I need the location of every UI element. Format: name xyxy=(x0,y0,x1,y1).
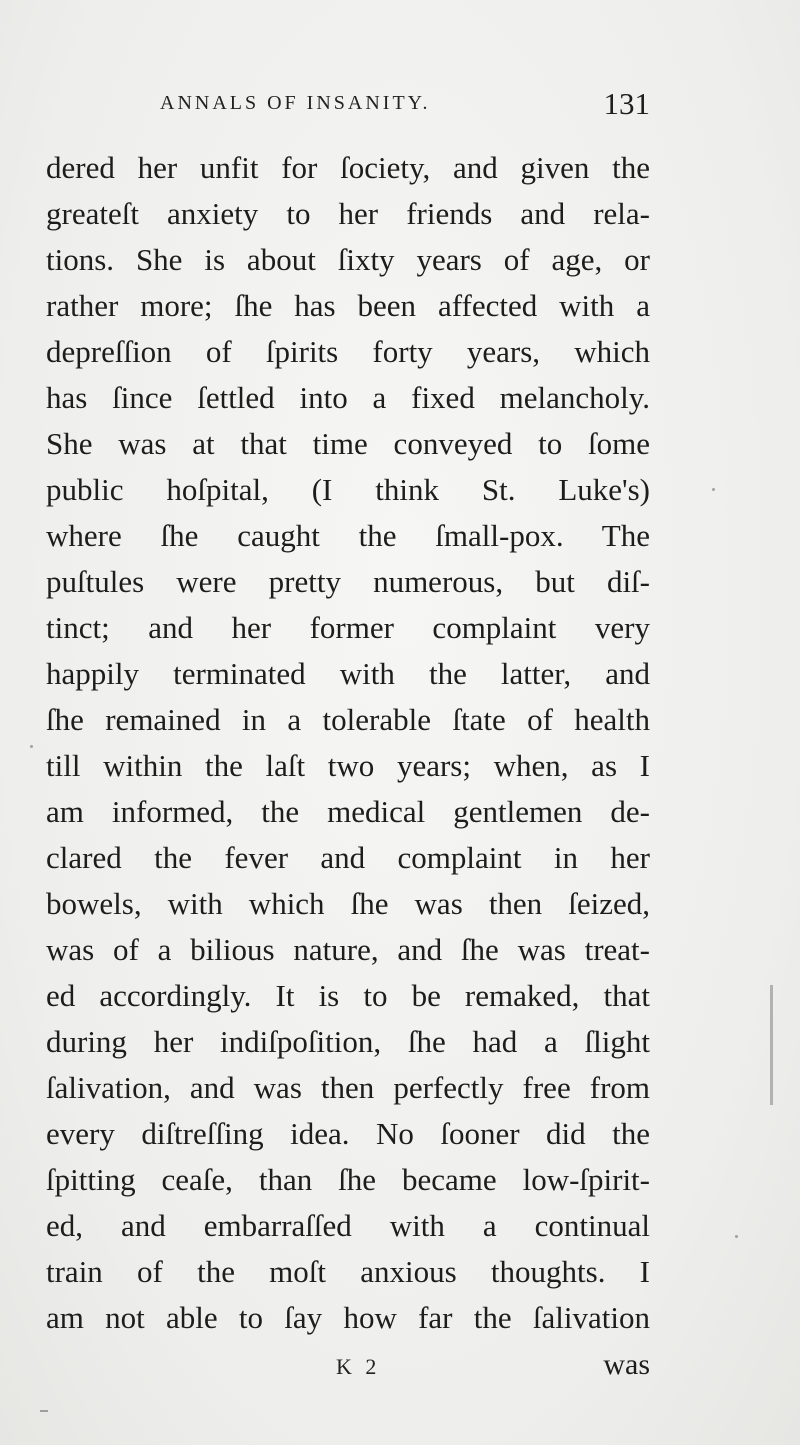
text-line: She was at that time conveyed to ſome xyxy=(46,426,650,461)
text-line: where ſhe caught the ſmall-pox. The xyxy=(46,518,650,553)
text-line: dered her unfit for ſociety, and given the xyxy=(46,150,650,185)
body-text xyxy=(46,145,650,1341)
text-line: ſpitting ceaſe, than ſhe became low-ſpirit- xyxy=(46,1162,650,1197)
text-line: ſalivation, and was then perfectly free from xyxy=(46,1070,650,1105)
text-line: tions. She is about ſixty years of age, or xyxy=(46,242,650,277)
text-line: happily terminated with the latter, and xyxy=(46,656,650,691)
text-line: clared the fever and complaint in her xyxy=(46,840,650,875)
text-line: during her indiſpoſition, ſhe had a ſlight xyxy=(46,1024,650,1059)
signature-mark: K 2 xyxy=(336,1354,381,1379)
ink-speck xyxy=(735,1235,738,1238)
text-line: puſtules were pretty numerous, but diſ- xyxy=(46,564,650,599)
text-line: till within the laſt two years; when, as I xyxy=(46,748,650,783)
text-line: greateſt anxiety to her friends and rela- xyxy=(46,196,650,231)
text-line: am not able to ſay how far the ſalivation xyxy=(46,1300,650,1335)
text-line: was of a bilious nature, and ſhe was treat- xyxy=(46,932,650,967)
running-head: ANNALS OF INSANITY. xyxy=(160,92,431,114)
page-number: 131 xyxy=(603,86,650,121)
page-header xyxy=(160,86,650,126)
text-line: has ſince ſettled into a fixed melancholy. xyxy=(46,380,650,415)
text-line: train of the moſt anxious thoughts. I xyxy=(46,1254,650,1289)
ink-speck xyxy=(40,1410,48,1412)
page-edge-mark xyxy=(770,985,773,1105)
ink-speck xyxy=(30,745,33,748)
text-line: tinct; and her former complaint very xyxy=(46,610,650,645)
text-line: ed accordingly. It is to be remaked, that xyxy=(46,978,650,1013)
text-line: every diſtreſſing idea. No ſooner did the xyxy=(46,1116,650,1151)
ink-speck xyxy=(712,488,715,491)
text-line: depreſſion of ſpirits forty years, which xyxy=(46,334,650,369)
text-line: ed, and embarraſſed with a continual xyxy=(46,1208,650,1243)
text-line: ſhe remained in a tolerable ſtate of health xyxy=(46,702,650,737)
text-line: am informed, the medical gentlemen de- xyxy=(46,794,650,829)
page-footer xyxy=(46,1348,650,1388)
text-line: rather more; ſhe has been affected with a xyxy=(46,288,650,323)
text-line: bowels, with which ſhe was then ſeized, xyxy=(46,886,650,921)
catchword: was xyxy=(603,1348,650,1381)
text-line: public hoſpital, (I think St. Luke's) xyxy=(46,472,650,507)
